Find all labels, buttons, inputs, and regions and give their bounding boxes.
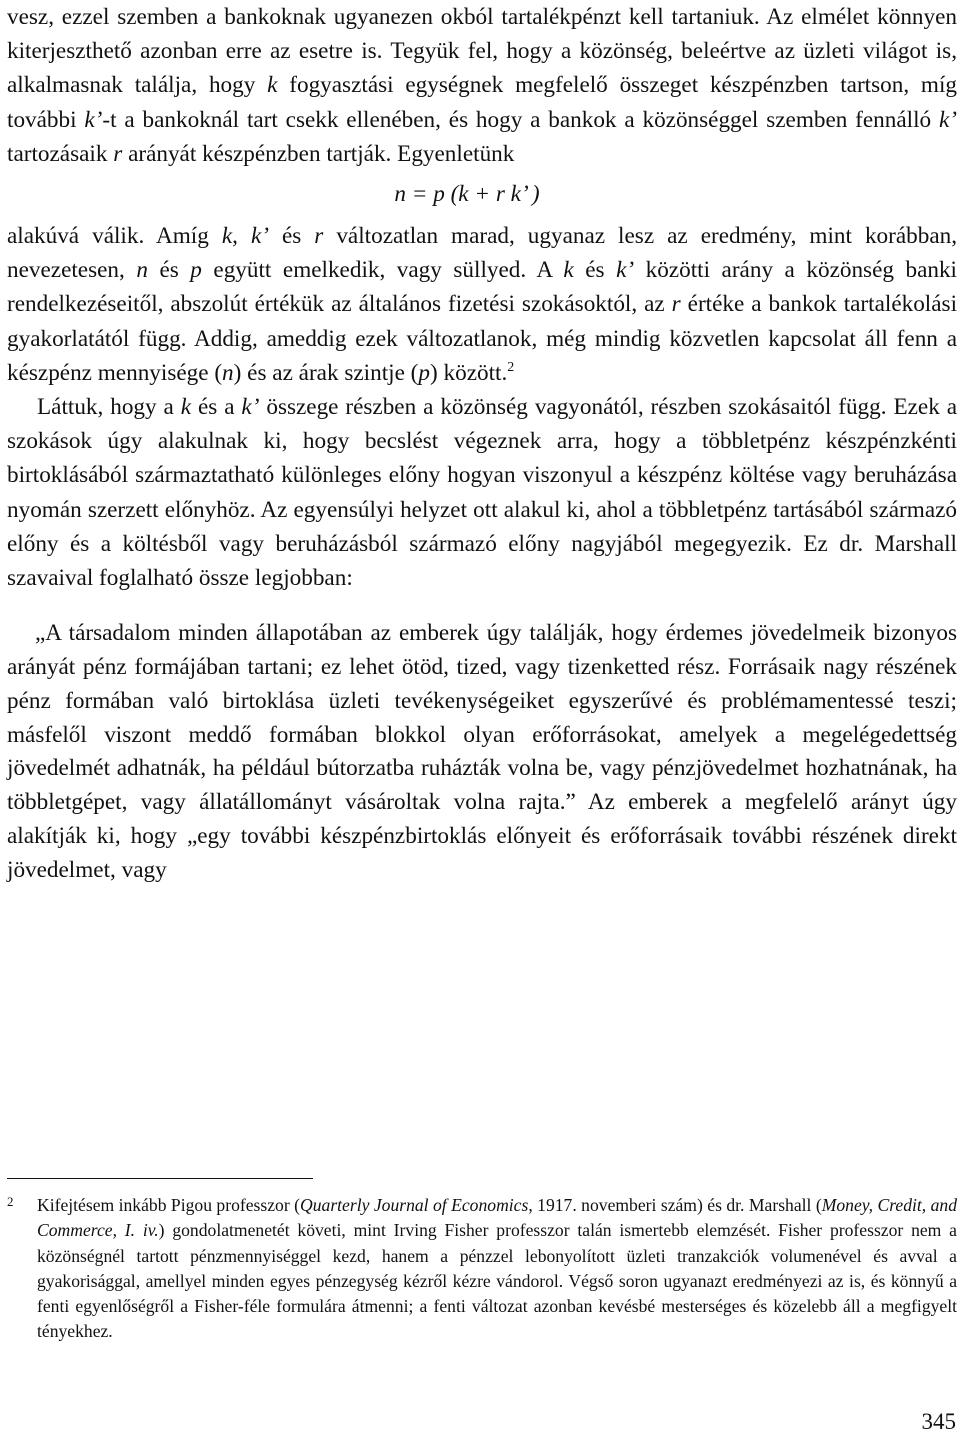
text-run: tartozásaik [7, 140, 114, 167]
page-number: 345 [921, 1409, 956, 1434]
text-run: -t a bankoknál tart csekk ellenében, és hogy a bankok a közönséggel szemben fennálló [102, 106, 939, 133]
math-var-k: k [563, 257, 574, 284]
footnote [7, 1193, 957, 1345]
math-var-k-prime: k’ [938, 106, 957, 133]
text-run: Láttuk, hogy a [37, 394, 181, 421]
math-var-k-prime: k’ [616, 257, 635, 284]
text-run: és [147, 257, 191, 284]
footnote-text [37, 1193, 957, 1345]
block-quote: „A társadalom minden állapotában az emberek úgy találják, hogy érdemes jövedelmeik bizonyos arányát pénz formájában tartani; ez lehet ötöd, tized, vagy tizenketted rész. Forrásaik nagy részének pénz formában való birtoklása üzleti tevékenységeiket egyszerűvé és problémamentessé teszi; másfelől viszont meddő formában blokkol olyan erőforrásokat, amelyek a megelégedettség jövedelmét adhatnák, ha például bútorzatba ruházták volna be, vagy pénzjövedelmet hozhatnának, ha többletgépet, vagy állatállományt vásároltak volna rajta.” Az emberek a megfelelő arányt úgy alakítják ki, hogy „egy további készpénzbirtoklás előnyeit és erőforrásaik további részének direkt jövedelmet, vagy [7, 620, 957, 883]
math-var-k: k [267, 72, 278, 99]
footnote-reference[interactable]: 2 [507, 359, 515, 375]
math-var-k-prime: k’ [250, 223, 269, 250]
math-var-r: r [671, 291, 681, 318]
text-run: , 1917. novemberi szám) és dr. Marshall ( [528, 1195, 822, 1215]
math-var-k-prime: k’ [241, 394, 260, 421]
equation: n = p (k + r k’ ) [394, 181, 540, 208]
text-run: Kifejtésem inkább Pigou professzor ( [37, 1195, 301, 1215]
math-var-r: r [113, 140, 123, 167]
text-run: közötti arány a közönség banki rendelkezéseitől, abszolút értékük az általános fizetési szokásoktól, az [7, 257, 957, 318]
math-var-k-prime: k’ [84, 106, 103, 133]
paragraph-2 [7, 219, 957, 390]
footnote-mark: 2 [7, 1194, 14, 1209]
text-run: alakúvá válik. Amíg [7, 223, 222, 250]
text-run: és [573, 257, 617, 284]
text-run: , [232, 223, 251, 250]
paragraph-1 [7, 0, 957, 171]
text-run: értéke a bankok tartalékolási gyakorlatától függ. Addig, ameddig ezek változatlanok, még mindig közvetlen kapcsolat áll fenn a készpénz mennyisége ( [7, 291, 958, 386]
math-var-p: p [190, 257, 202, 284]
text-run: összege részben a közönség vagyonától, részben szokásaitól függ. Ezek a szokások úgy alakulnak ki, hogy becslést végeznek arra, hogy a többletpénz készpénzkénti birtoklásából származtatható különleges előny hogyan viszonyul a készpénz költése vagy beruházása nyomán szerzett előnyhöz. Az egyensúlyi helyzet ott alakul ki, ahol a többletpénz tartásából származó előny és a költésből vagy beruházásból származó előny nagyjából megegyezik. Ez dr. Marshall szavaival foglalható össze legjobban: [7, 394, 958, 592]
math-var-k: k [221, 223, 233, 250]
text-run: és a [191, 394, 242, 421]
math-var-k: k [180, 394, 192, 421]
text-run: arányát készpénzben tartják. Egyenletünk [122, 140, 515, 167]
footnote-separator [7, 1178, 313, 1179]
math-var-n: n [222, 359, 234, 386]
text-run: fogyasztási egységnek megfelelő összeget készpénzben tartson, míg további [7, 72, 957, 133]
text-run: ) és az árak szintje ( [233, 359, 419, 386]
text-run: ) gondolatmenetét követi, mint Irving Fisher professzor talán ismertebb elemzését. Fisher professzor nem a közönségnél tartott pénzmennyiséggel kezd, hanem a pénzzel lebonyolított üzleti tranzakciók volumenével és avval a gyakorisággal, amellyel minden egyes pénzegység kézről kézre vándorol. Végső soron ugyanazt eredményezi az is, és könnyű a fenti egyenlőségről a Fisher-féle formulára átmenni; a fenti változat azonban kevésbé mesterséges és közelebb áll a megfigyelt tényekhez. [37, 1220, 957, 1342]
paragraph-3 [7, 390, 957, 595]
math-var-p: p [418, 359, 430, 386]
page-body [7, 0, 957, 888]
journal-title: Quarterly Journal of Economics [300, 1195, 529, 1215]
text-run: változatlan marad, ugyanaz lesz az eredmény, mint korábban, nevezetesen, [7, 223, 958, 284]
text-run: és [268, 223, 315, 250]
math-var-n: n [136, 257, 148, 284]
math-var-r: r [314, 223, 324, 250]
text-run: vesz, ezzel szemben a bankoknak ugyanezen okból tartalékpénzt kell tartaniuk. Az elmélet könnyen kiterjeszthető azonban erre az esetre is. Tegyük fel, hogy a közönség, beleértve az üzleti világot is, alkalmasnak találja, hogy [7, 4, 957, 99]
text-run: együtt emelkedik, vagy süllyed. A [201, 257, 564, 284]
book-title: Money, Credit, and Commerce, I. iv. [37, 1195, 957, 1241]
text-run: ) között. [430, 359, 508, 386]
